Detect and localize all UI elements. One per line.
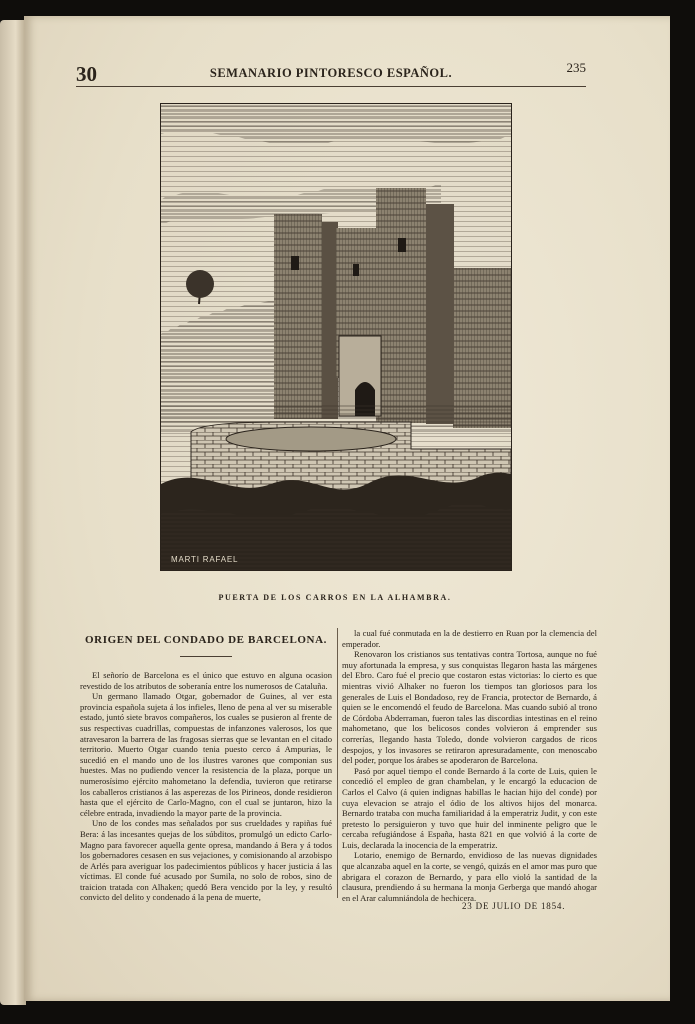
paragraph: El señorío de Barcelona es el único que estuvo en alguna ocasion revestido de los atributos de soberanía entre los numerosos de Cataluña. [80,670,332,691]
running-title: SEMANARIO PINTORESCO ESPAÑOL. [209,66,453,80]
right-column [342,628,597,903]
paragraph: la cual fué conmutada en la de destierro en Ruan por la clemencia del emperador. [342,628,597,649]
left-column [80,670,332,903]
paragraph: Pasó por aquel tiempo el conde Bernardo á la corte de Luis, quien le concedió el empleo de gran chambelan, y le encargó la educacion de Carlos el Calvo (á quien indignas habillas le hacian hijo del conde) por cuya elevacion se atrajo el ódio de los altivos hijos del monarca. Bernardo trataba con mucha familiaridad á la emperatriz Judit, y con este pretesto lo persiguieron y tuvo que huir del inminente peligro que le cercaba refugiándose á España, hasta 821 en que volvió á la corte de Luis, declarada la inocencia de la emperatriz. [342,765,597,850]
figure-caption: PUERTA DE LOS CARROS EN LA ALHAMBRA. [218,593,452,602]
engraving-illustration [160,103,512,571]
dateline: 23 DE JULIO DE 1854. [462,901,566,911]
paragraph: Lotario, enemigo de Bernardo, envidioso de las nuevas dignidades que alcanzaba aquel en la corte, se vengó, quizás en el amor mas puro que abrigara el corazon de Bernardo, y para ello violó la santidad de la clausura, prendiendo á su hermana la monja Gerberga que mandó ahogar en el Arar calumniándola de hechicera. [342,850,597,903]
page-number-left: 30 [76,62,97,86]
engraver-signature: MARTI RAFAEL [171,555,239,564]
page-number-right: 235 [566,60,586,75]
article-title: ORIGEN DEL CONDADO DE BARCELONA. [85,634,327,646]
paragraph: Un germano llamado Otgar, gobernador de Guines, al ver esta provincia española sujeta á los infieles, lleno de pena al ver su miserable estado, juntó siete bravos compañeros, los cuales se pusieron al frente de sus respectivas cuadrillas, compuestas de infanzones valerosos, los que atravesaron la barrera de las fragosas sierras que se levantan en el citado territorio. Muerto Otgar cuando tenia puesto cerco á Ampurias, le sucedió en el mando uno de los ilustres varones que componian sus huestes. Mas no pudiendo vencer la resistencia de la plaza, porque un numerosísimo ejército mahometano la defendia, tuvieron que retirarse los caballeros cristianos á las asperezas de los Pirineos, donde residieron hasta que el ejército de Carlo-Magno, con el cual se juntaron, hizo la célebre entrada, invadiendo la mayor parte de la provincia. [80,691,332,818]
paragraph: Renovaron los cristianos sus tentativas contra Tortosa, aunque no fué muy afortunada la empresa, y sus conquistas llegaron hasta las márgenes del Ebro. Caro fué el precio que costaron estas victorias: lo cierto es que mientras vivió Alhaker no fueron los tiempos tan gloriosos para los generales de Luis el Bondadoso, rey de Francia, protector de Bernardo, á quien se le encomendó el feudo de Barcelona. Mas cuando subió al trono de Córdoba Abderraman, fueron tales las discordias intestinas en el reino mahometano, que los belicosos condes volvieron á emprender sus correrías, llegando hasta Toledo, donde volvieron cargados de ricos despojos, y los invasores se retiraron apresuradamente, con menoscabo del poder, porque los árabes se apoderaron de Barcelona. [342,649,597,766]
title-rule [180,656,232,657]
page-header [76,60,586,87]
paragraph: Uno de los condes mas señalados por sus crueldades y rapiñas fué Bera: á las incesantes quejas de los súbditos, promulgó un edicto Carlo-Magno para favorecer aquella gente opresa, mandando á Bera y á todos los gobernadores cesasen en sus vejaciones, y comisionando al arzobispo de Arlés para averiguar los padecimientos públicos y hacer justicia á las víctimas. El conde fué acusado por Sumila, no solo de robos, sino de traicion tratada con Alhaken; quedó Bera vencido por la ley, y resultó convicto del delito y condenado á la pena de muerte, [80,818,332,903]
column-divider [337,628,338,898]
book-spine [0,20,26,1005]
